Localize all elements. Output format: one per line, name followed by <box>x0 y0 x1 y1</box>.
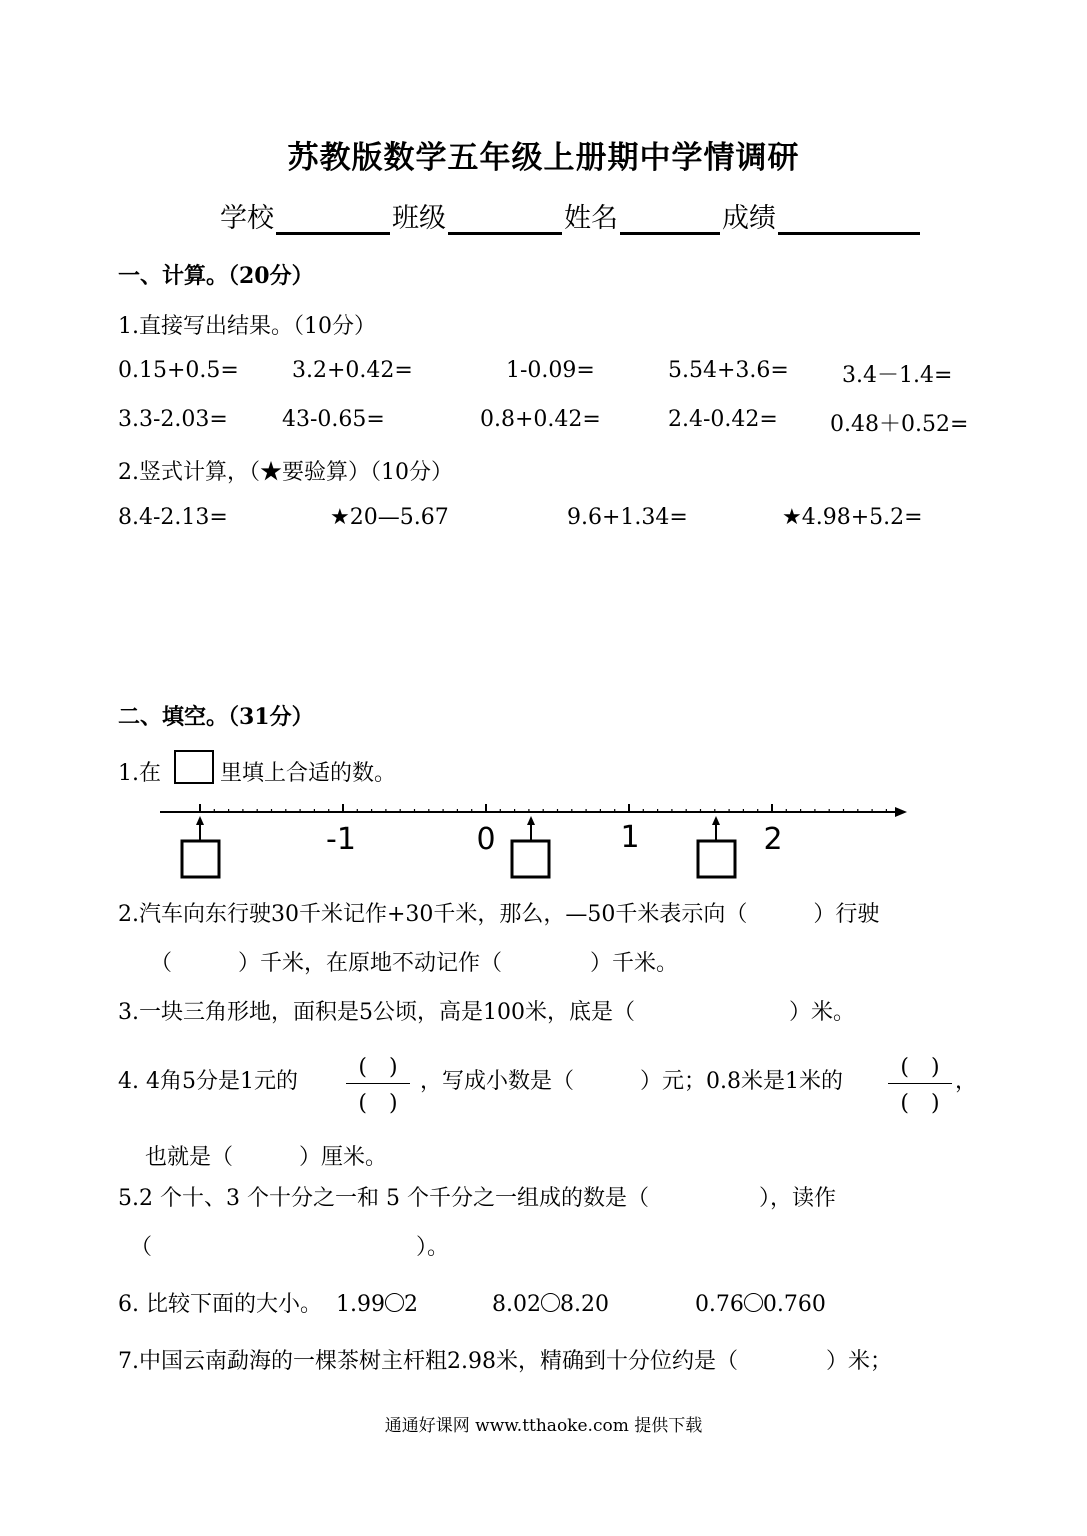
student-info-fields <box>220 196 922 235</box>
q3-text: 3.一块三角形地，面积是5公顷，高是100米，底是（ ）米。 <box>118 1000 855 1025</box>
q1-prefix: 1.在 <box>118 761 161 786</box>
q7-text: 7.中国云南勐海的一棵茶树主杆粗2.98米，精确到十分位约是（ ）米； <box>118 1349 892 1374</box>
number-line-label: 2 <box>763 822 783 857</box>
calc-item: 0.48＋0.52= <box>830 412 969 437</box>
vertical-calc-item: ★20—5.67 <box>330 505 449 530</box>
compare-circle-blank[interactable] <box>541 1293 560 1312</box>
page-title: 苏教版数学五年级上册期中学情调研 <box>287 140 800 176</box>
q2-line2: （ ）千米，在原地不动记作（ ）千米。 <box>150 951 679 976</box>
vertical-calc-item: 9.6+1.34= <box>567 505 688 530</box>
score-label: 成绩 <box>722 203 776 234</box>
fraction-bar <box>888 1083 952 1084</box>
class-blank[interactable] <box>448 202 562 235</box>
number-line-answer-box[interactable] <box>182 841 219 877</box>
name-blank[interactable] <box>620 202 720 235</box>
fraction-denominator: ( ) <box>900 1091 940 1116</box>
class-label: 班级 <box>392 203 446 234</box>
compare-left: 0.76 <box>694 1292 744 1317</box>
calc-item: 0.8+0.42= <box>480 407 601 432</box>
q4-part-c: ， <box>955 1069 978 1094</box>
calc-item: 1-0.09= <box>506 358 595 383</box>
school-label: 学校 <box>220 203 274 234</box>
compare-left: 8.02 <box>491 1292 541 1317</box>
compare-circle-blank[interactable] <box>385 1293 404 1312</box>
calc-item: 2.4-0.42= <box>668 407 778 432</box>
number-line-label: 1 <box>620 820 640 855</box>
calc-item: 3.3-2.03= <box>118 407 228 432</box>
number-line <box>155 795 915 885</box>
compare-right: 2 <box>403 1292 418 1317</box>
q4-part-a: 4. 4角5分是1元的 <box>118 1069 298 1094</box>
q5-line1: 5.2 个十、3 个十分之一和 5 个千分之一组成的数是（ ），读作 <box>118 1186 836 1211</box>
number-line-label: -1 <box>326 822 356 857</box>
number-line-label: 0 <box>476 822 496 857</box>
fraction-numerator: ( ) <box>358 1055 398 1080</box>
fraction-bar <box>346 1083 410 1084</box>
q6 <box>118 1287 826 1318</box>
calc-item: 3.2+0.42= <box>292 358 413 383</box>
vertical-calc-item: ★4.98+5.2= <box>782 505 923 530</box>
pointer-arrow-icon <box>527 816 535 841</box>
compare-right: 8.20 <box>559 1292 609 1317</box>
footer-source: 通通好课网 www.tthaoke.com 提供下载 <box>384 1416 703 1436</box>
calc-item: 3.4－1.4= <box>842 363 953 388</box>
calc-item: 43-0.65= <box>282 407 385 432</box>
name-label: 姓名 <box>564 203 618 234</box>
vertical-calc-item: 8.4-2.13= <box>118 505 228 530</box>
pointer-arrow-icon <box>712 816 720 841</box>
compare-right: 0.760 <box>762 1292 826 1317</box>
score-blank[interactable] <box>778 202 920 235</box>
q5-line2: （ ）。 <box>130 1235 450 1260</box>
q2-line1: 2.汽车向东行驶30千米记作+30千米，那么，—50千米表示向（ ）行驶 <box>118 902 880 927</box>
number-line-ticks <box>200 804 886 812</box>
q1-title: 1.直接写出结果。（10分） <box>118 314 376 339</box>
number-line-answer-box[interactable] <box>512 841 549 877</box>
answer-box-sample <box>174 750 214 784</box>
fraction-blank[interactable] <box>888 1050 952 1117</box>
compare-circle-blank[interactable] <box>744 1293 763 1312</box>
section2-heading: 二、填空。（31分） <box>118 704 314 730</box>
q6-label: 6. 比较下面的大小。 <box>118 1292 322 1317</box>
compare-left: 1.99 <box>335 1292 385 1317</box>
pointer-arrow-icon <box>196 816 204 841</box>
section1-heading: 一、计算。（20分） <box>118 263 314 289</box>
number-line-arrow-icon <box>895 807 907 817</box>
school-blank[interactable] <box>276 202 390 235</box>
fraction-blank[interactable] <box>346 1050 410 1117</box>
calc-item: 5.54+3.6= <box>668 358 789 383</box>
calc-item: 0.15+0.5= <box>118 358 239 383</box>
fraction-numerator: ( ) <box>900 1055 940 1080</box>
q4-part-b: ，写成小数是（ ）元；0.8米是1米的 <box>420 1069 843 1094</box>
fraction-denominator: ( ) <box>358 1091 398 1116</box>
q1-suffix: 里填上合适的数。 <box>220 761 397 786</box>
q2-title: 2.竖式计算，（★要验算）（10分） <box>118 460 453 485</box>
number-line-answer-box[interactable] <box>698 841 735 877</box>
q4-line2: 也就是（ ）厘米。 <box>145 1145 388 1170</box>
